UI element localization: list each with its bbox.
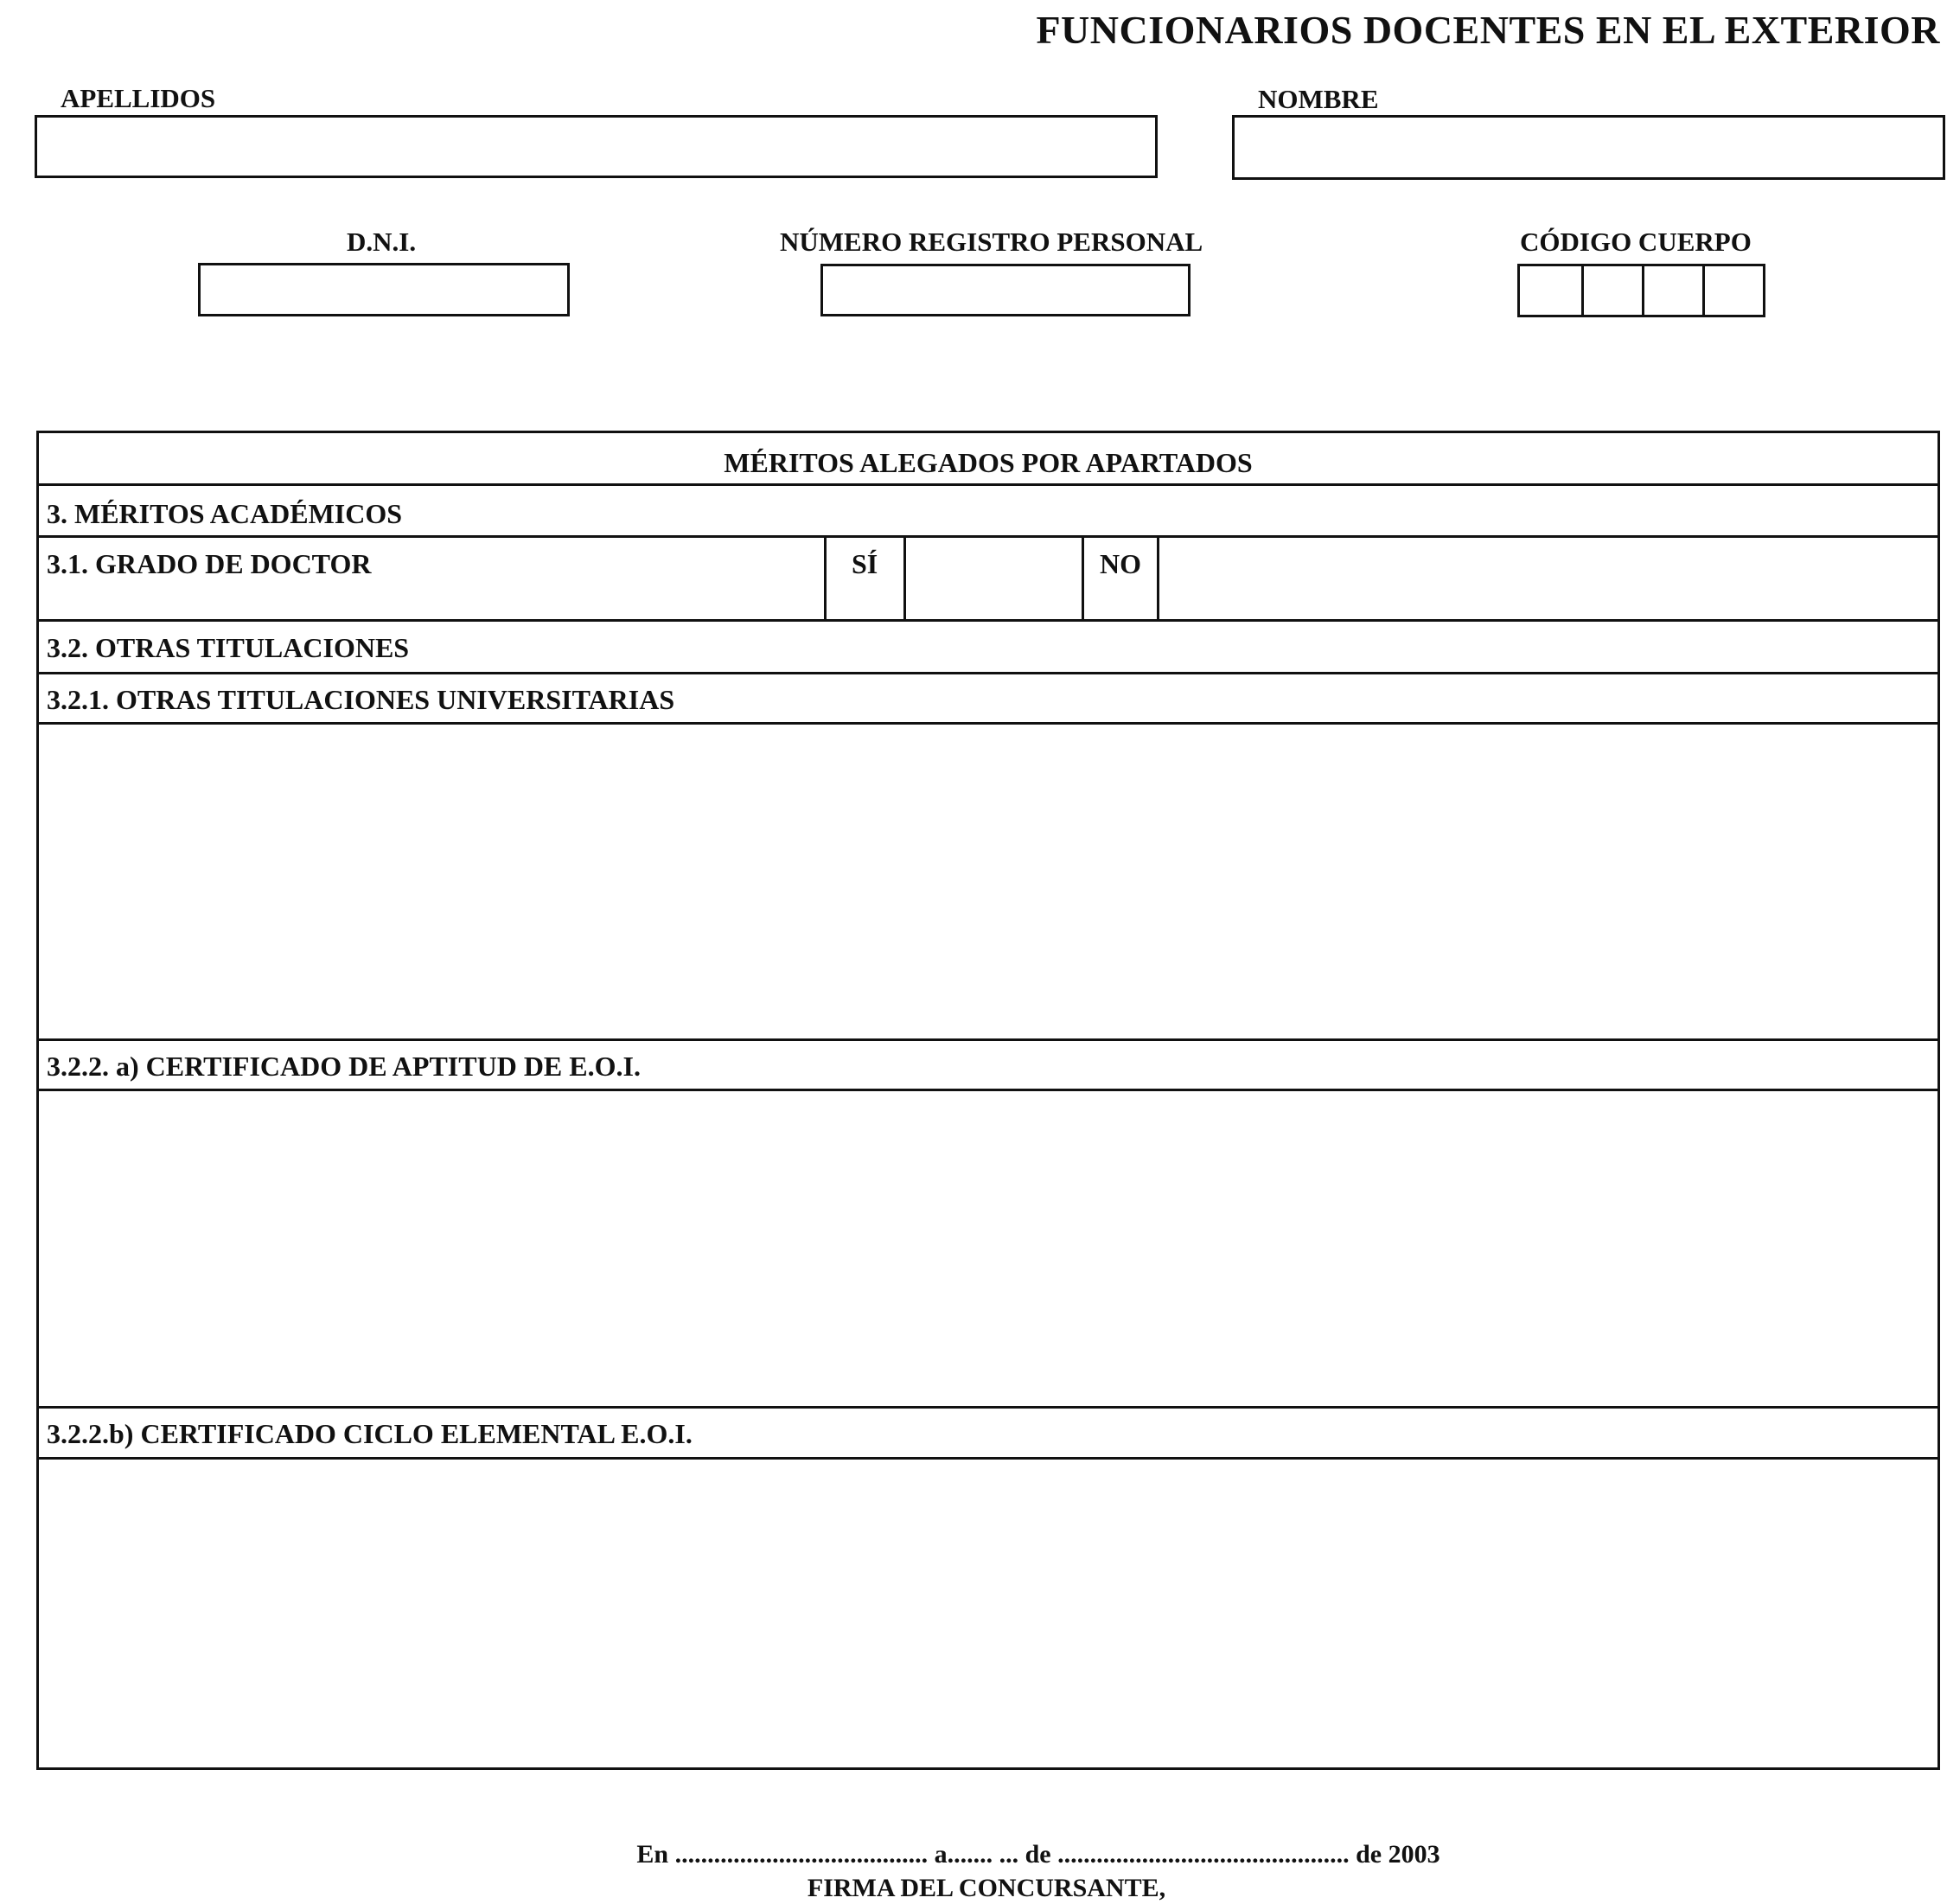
merits-heading: MÉRITOS ALEGADOS POR APARTADOS — [724, 447, 1253, 478]
nrp-label: NÚMERO REGISTRO PERSONAL — [780, 227, 1203, 257]
nrp-field[interactable] — [820, 264, 1191, 316]
divider — [39, 619, 1937, 622]
dni-label: D.N.I. — [347, 227, 417, 257]
section-3-2-2b-entry-area[interactable] — [41, 1460, 1935, 1767]
section-3-2-title: 3.2. OTRAS TITULACIONES — [47, 632, 410, 663]
section-3-2-2a-title: 3.2.2. a) CERTIFICADO DE APTITUD DE E.O.I. — [47, 1051, 641, 1082]
dni-field[interactable] — [198, 263, 570, 316]
codigo-digit-4[interactable] — [1702, 266, 1765, 315]
codigo-digit-1[interactable] — [1520, 266, 1581, 315]
codigo-digit-2[interactable] — [1581, 266, 1644, 315]
divider — [903, 535, 906, 619]
divider — [1082, 535, 1084, 619]
divider — [1157, 535, 1159, 619]
divider — [39, 1406, 1937, 1409]
apellidos-label: APELLIDOS — [61, 83, 216, 113]
section-3-2-1-entry-area[interactable] — [41, 725, 1935, 1037]
section-3-1-title: 3.1. GRADO DE DOCTOR — [47, 548, 372, 579]
codigo-digit-3[interactable] — [1642, 266, 1705, 315]
divider — [39, 1089, 1937, 1091]
apellidos-field[interactable] — [35, 115, 1158, 178]
section-3-2-2b-title: 3.2.2.b) CERTIFICADO CICLO ELEMENTAL E.O.I. — [47, 1418, 693, 1449]
divider — [39, 672, 1937, 674]
si-checkbox[interactable] — [907, 538, 1082, 618]
no-label: NO — [1100, 548, 1141, 579]
divider — [39, 1457, 1937, 1460]
merits-table — [36, 431, 1940, 1770]
divider — [824, 535, 827, 619]
codigo-cuerpo-label: CÓDIGO CUERPO — [1520, 227, 1752, 257]
section-3-title: 3. MÉRITOS ACADÉMICOS — [47, 498, 403, 529]
divider — [39, 722, 1937, 725]
signature-label: FIRMA DEL CONCURSANTE, — [807, 1874, 1166, 1902]
nombre-label: NOMBRE — [1258, 84, 1379, 114]
si-label: SÍ — [852, 548, 878, 579]
no-checkbox[interactable] — [1160, 538, 1938, 618]
page-title: FUNCIONARIOS DOCENTES EN EL EXTERIOR — [1036, 8, 1940, 52]
divider — [39, 1038, 1937, 1041]
divider — [39, 483, 1937, 486]
codigo-cuerpo-field — [1517, 264, 1765, 317]
section-3-2-1-title: 3.2.1. OTRAS TITULACIONES UNIVERSITARIAS — [47, 684, 675, 715]
nombre-field[interactable] — [1232, 115, 1945, 180]
section-3-2-2a-entry-area[interactable] — [41, 1092, 1935, 1403]
place-date-line: En ....................................... a....... ... de ............................................. de 2003 — [636, 1840, 1440, 1869]
